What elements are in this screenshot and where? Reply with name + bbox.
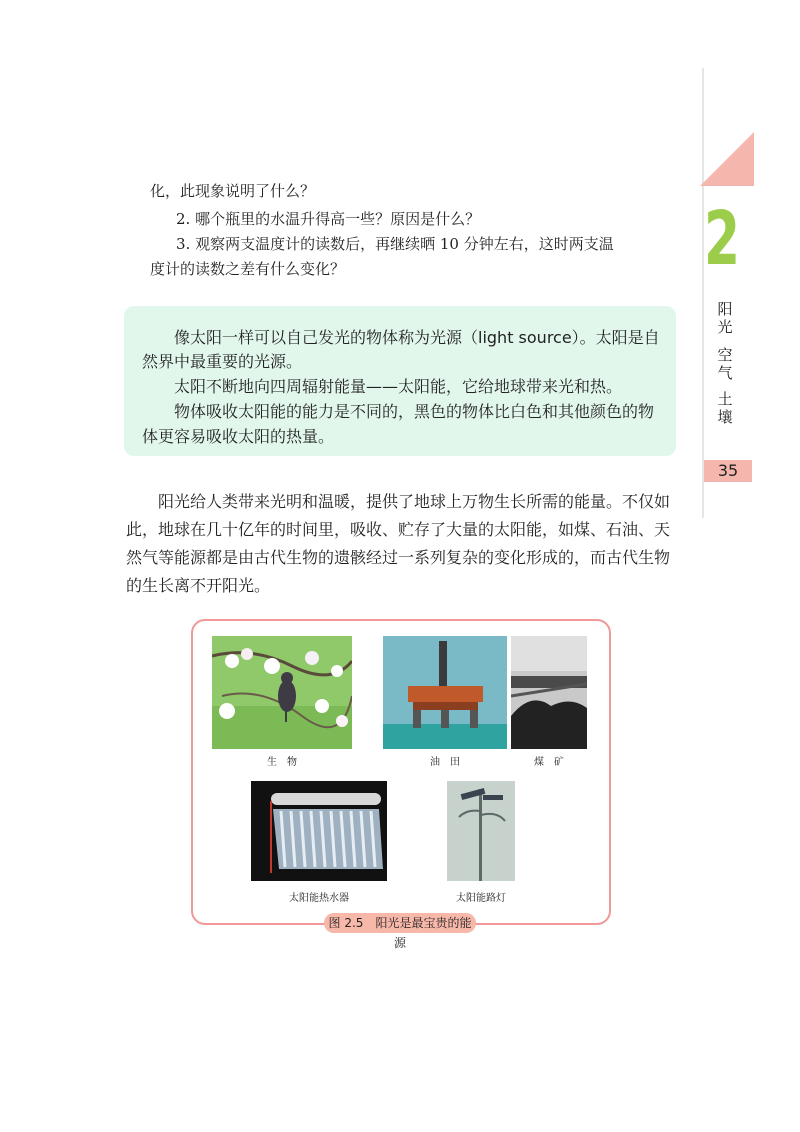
question-2: 2. 哪个瓶里的水温升得高一些？原因是什么？ [176,210,481,228]
chapter-title-char: 壤 [717,408,733,426]
chapter-title-char: 气 [717,364,733,382]
chapter-title-char: 土 [717,390,733,408]
corner-triangle [700,132,754,186]
chapter-number: 2 [704,196,741,282]
chapter-title-char: 空 [717,346,733,364]
caption-oilfield: 油 田 [430,757,460,768]
figure-caption: 图 2.5 阳光是最宝贵的能源 [324,913,476,933]
body-paragraph [126,488,676,600]
solar-street-lamp-photo [447,781,515,881]
concept-line-4: 物体吸收太阳能的能力是不同的，黑色的物体比白色和其他颜色的物 [174,402,655,421]
caption-solar-street-lamp: 太阳能路灯 [456,893,506,904]
paragraph-line-4: 的生长离不开阳光。 [126,576,271,595]
paragraph-line-1: 阳光给人类带来光明和温暖，提供了地球上万物生长所需的能量。不仅如 [158,492,671,511]
concept-line-5: 体更容易吸收太阳的热量。 [142,427,335,446]
question-1-continued: 化，此现象说明了什么？ [150,182,316,200]
bird-photo [212,636,352,749]
concept-box [124,306,676,456]
figure-frame [191,619,611,925]
oil-rig-photo [383,636,507,749]
chapter-title-char: 光 [717,318,733,336]
caption-coal-mine: 煤 矿 [534,757,564,768]
question-3-line2: 度计的读数之差有什么变化？ [150,260,346,278]
paragraph-line-2: 此，地球在几十亿年的时间里，吸收、贮存了大量的太阳能，如煤、石油、天 [126,520,671,539]
chapter-title-char: 阳 [717,300,733,318]
margin-rule [702,68,704,518]
concept-line-1: 像太阳一样可以自己发光的物体称为光源（light source）。太阳是自 [174,328,660,347]
solar-water-heater-photo [251,781,387,881]
concept-line-2: 然界中最重要的光源。 [142,352,303,371]
page-number: 35 [704,460,752,482]
paragraph-line-3: 然气等能源都是由古代生物的遗骸经过一系列复杂的变化形成的，而古代生物 [126,548,671,567]
coal-mine-photo [511,636,587,749]
question-3-line1: 3. 观察两支温度计的读数后，再继续晒 10 分钟左右，这时两支温 [176,235,614,253]
caption-organisms: 生 物 [267,757,297,768]
concept-line-3: 太阳不断地向四周辐射能量——太阳能，它给地球带来光和热。 [174,377,623,396]
caption-solar-water-heater: 太阳能热水器 [289,893,349,904]
